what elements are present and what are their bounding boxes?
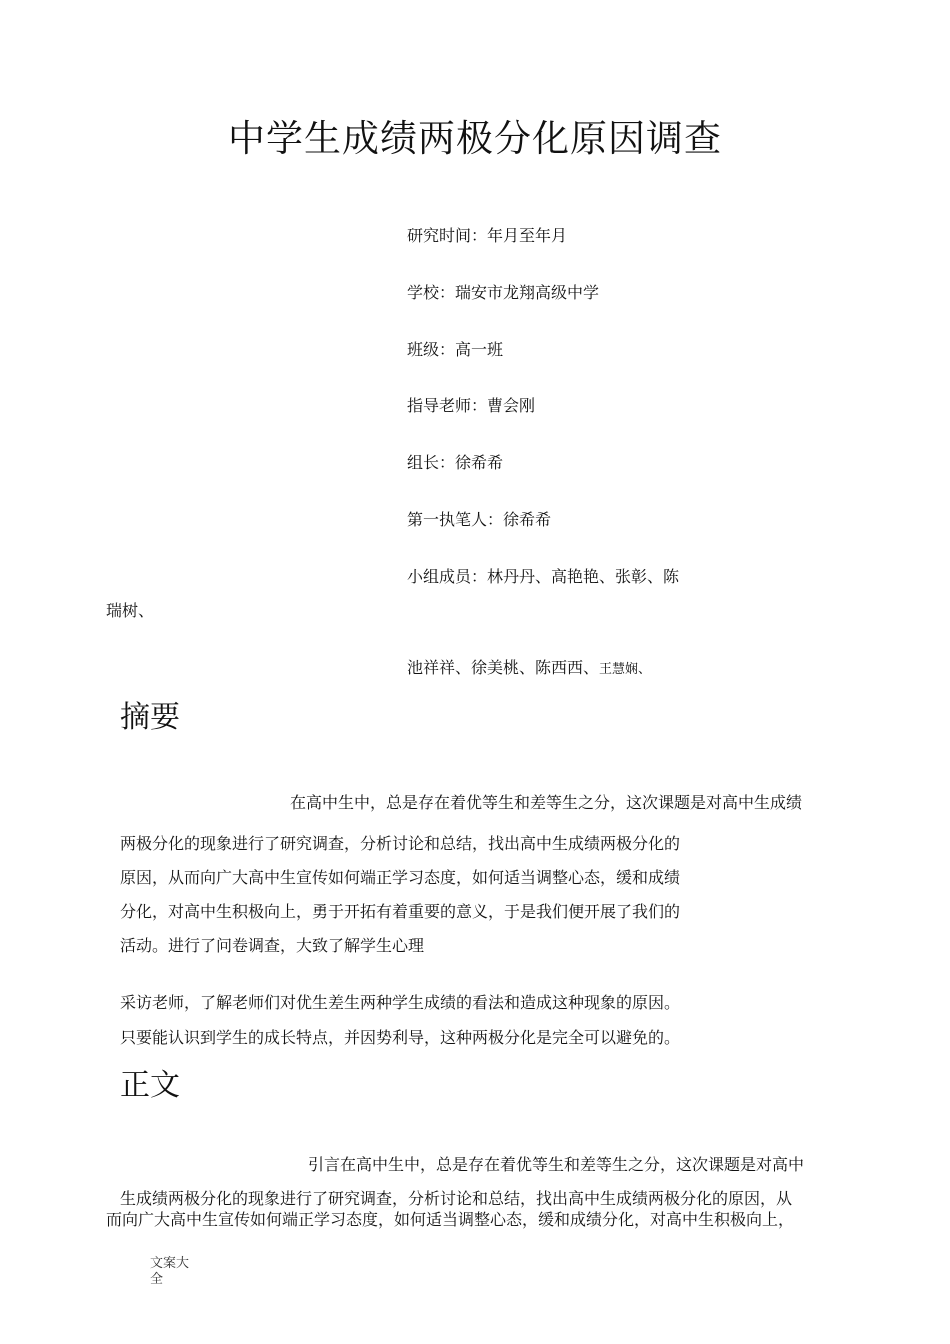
group-members-line-2: [407, 655, 651, 678]
body-line: 生成绩两极分化的现象进行了研究调查，分析讨论和总结，找出高中生成绩两极分化的原因，从: [120, 1189, 793, 1208]
abstract-line: 活动。进行了问卷调查，大致了解学生心理: [120, 936, 425, 955]
members-last-name: 王慧娴、: [599, 662, 652, 677]
abstract-line: 采访老师，了解老师们对优生差生两种学生成绩的看法和造成这种现象的原因。: [120, 993, 681, 1012]
abstract-line: 两极分化的现象进行了研究调查，分析讨论和总结，找出高中生成绩两极分化的: [120, 834, 681, 853]
abstract-line: 在高中生中，总是存在着优等生和差等生之分，这次课题是对高中生成绩: [290, 793, 803, 812]
abstract-line: 原因，从而向广大高中生宣传如何端正学习态度，如何适当调整心态，缓和成绩: [120, 868, 681, 887]
class: 班级：高一班: [407, 340, 504, 359]
body-heading: 正文: [120, 1068, 180, 1103]
first-writer: 第一执笔人：徐希希: [407, 510, 552, 529]
research-time: 研究时间：年月至年月: [407, 226, 568, 245]
body-line: 而向广大高中生宣传如何端正学习态度，如何适当调整心态，缓和成绩分化，对高中生积极向上，: [106, 1210, 795, 1229]
school: 学校：瑞安市龙翔高级中学: [407, 283, 600, 302]
group-members-wrap: 瑞树、: [106, 601, 155, 620]
body-line: 引言在高中生中，总是存在着优等生和差等生之分，这次课题是对高中: [308, 1155, 805, 1174]
group-leader: 组长：徐希希: [407, 453, 504, 472]
group-members-line-1: 小组成员：林丹丹、高艳艳、张彰、陈: [407, 567, 680, 586]
abstract-heading: 摘要: [120, 700, 180, 735]
footer-text: 文案大全: [150, 1256, 190, 1287]
abstract-line: 分化，对高中生积极向上，勇于开拓有着重要的意义，于是我们便开展了我们的: [120, 902, 681, 921]
members-names: 池祥祥、徐美桃、陈西西、: [407, 658, 600, 677]
abstract-line: 只要能认识到学生的成长特点，并因势利导，这种两极分化是完全可以避免的。: [120, 1028, 681, 1047]
document-title: 中学生成绩两极分化原因调查: [228, 117, 722, 160]
advisor: 指导老师：曹会刚: [407, 396, 536, 415]
